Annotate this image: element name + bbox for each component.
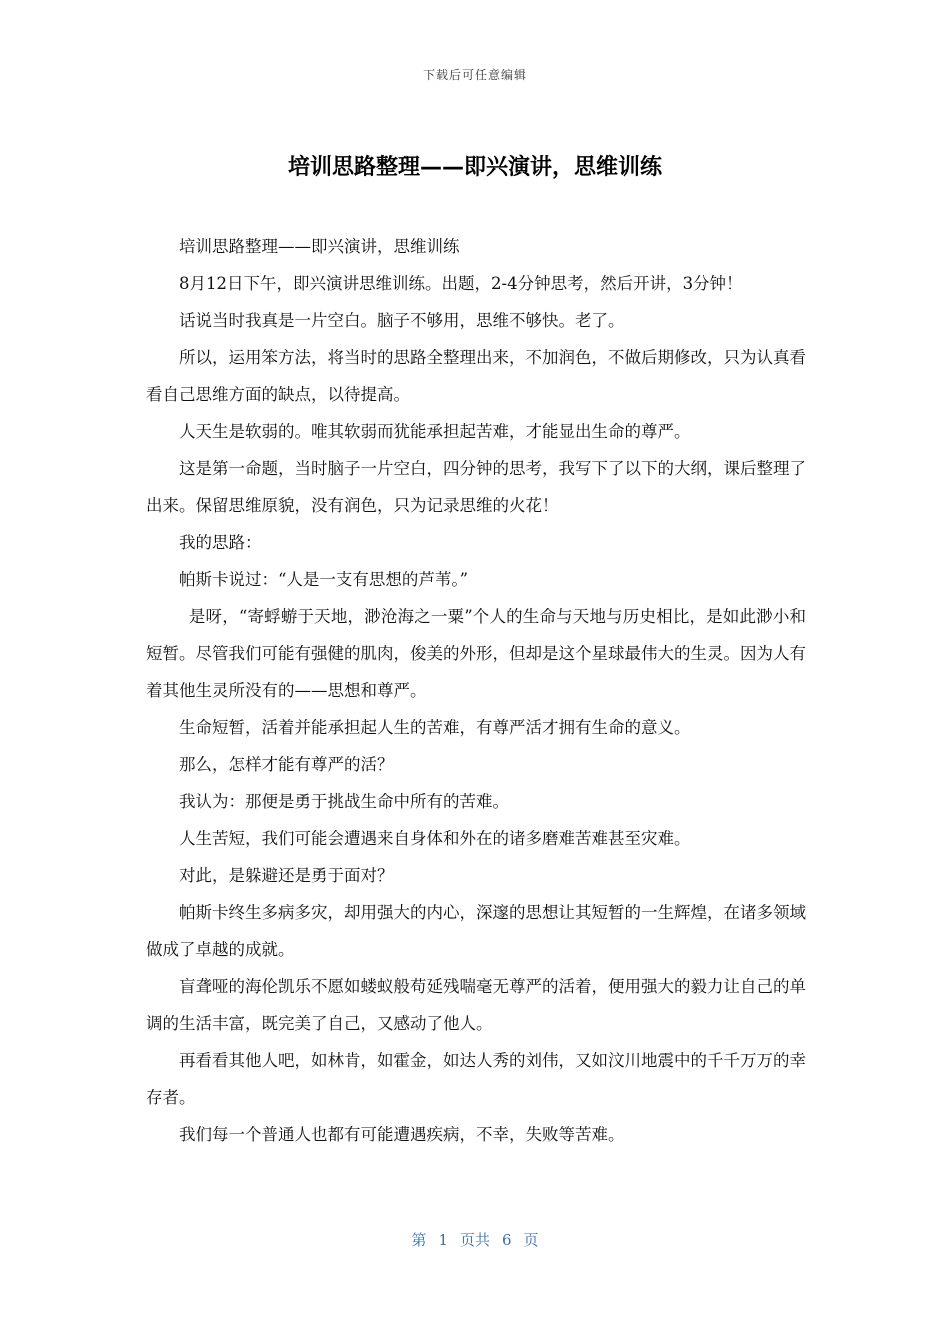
paragraph: 再看看其他人吧，如林肯，如霍金，如达人秀的刘伟，又如汶川地震中的千千万万的幸存者。 (146, 1051, 806, 1107)
paragraph: 培训思路整理——即兴演讲，思维训练 (179, 237, 460, 256)
paragraph: 是呀，“寄蜉蝣于天地，渺沧海之一粟”个人的生命与天地与历史相比，是如此渺小和短暂。尽管我们可能有强健的肌肉，俊美的外形，但却是这个星球最伟大的生灵。因为人有着其他生灵所没有的——思想和尊严。 (146, 607, 806, 700)
document-body (146, 228, 806, 1153)
paragraph: 所以，运用笨方法，将当时的思路全整理出来，不加润色，不做后期修改，只为认真看看自己思维方面的缺点，以待提高。 (146, 348, 806, 404)
paragraph: 帕斯卡说过：“人是一支有思想的芦苇。” (179, 570, 469, 589)
paragraph: 那么，怎样才能有尊严的活？ (179, 755, 394, 774)
page-footer (0, 1229, 950, 1250)
paragraph: 我认为：那便是勇于挑战生命中所有的苦难。 (179, 792, 509, 811)
paragraph: 生命短暂，活着并能承担起人生的苦难，有尊严活才拥有生命的意义。 (179, 718, 691, 737)
footer-total-pages: 6 (502, 1231, 512, 1249)
header-note: 下载后可任意编辑 (422, 68, 527, 82)
paragraph: 8月12日下午，即兴演讲思维训练。出题，2-4分钟思考，然后开讲，3分钟！ (179, 274, 743, 293)
footer-middle: 页共 (459, 1231, 490, 1249)
paragraph: 人生苦短，我们可能会遭遇来自身体和外在的诸多磨难苦难甚至灾难。 (179, 829, 691, 848)
paragraph: 我的思路： (179, 533, 262, 552)
paragraph: 话说当时我真是一片空白。脑子不够用，思维不够快。老了。 (179, 311, 625, 330)
footer-suffix: 页 (523, 1231, 539, 1249)
document-title: 培训思路整理——即兴演讲，思维训练 (287, 155, 662, 180)
paragraph: 我们每一个普通人也都有可能遭遇疾病，不幸，失败等苦难。 (179, 1125, 625, 1144)
footer-prefix: 第 (411, 1231, 427, 1249)
paragraph: 人天生是软弱的。唯其软弱而犹能承担起苦难，才能显出生命的尊严。 (179, 422, 691, 441)
paragraph: 这是第一命题，当时脑子一片空白，四分钟的思考，我写下了以下的大纲，课后整理了出来。保留思维原貌，没有润色，只为记录思维的火花！ (146, 459, 806, 515)
paragraph: 对此，是躲避还是勇于面对？ (179, 866, 394, 885)
footer-current-page: 1 (438, 1231, 448, 1249)
paragraph: 盲聋哑的海伦凯乐不愿如蝼蚁般苟延残喘毫无尊严的活着，便用强大的毅力让自己的单调的生活丰富，既完美了自己，又感动了他人。 (146, 977, 806, 1033)
paragraph: 帕斯卡终生多病多灾，却用强大的内心，深邃的思想让其短暂的一生辉煌，在诸多领域做成了卓越的成就。 (146, 903, 806, 959)
